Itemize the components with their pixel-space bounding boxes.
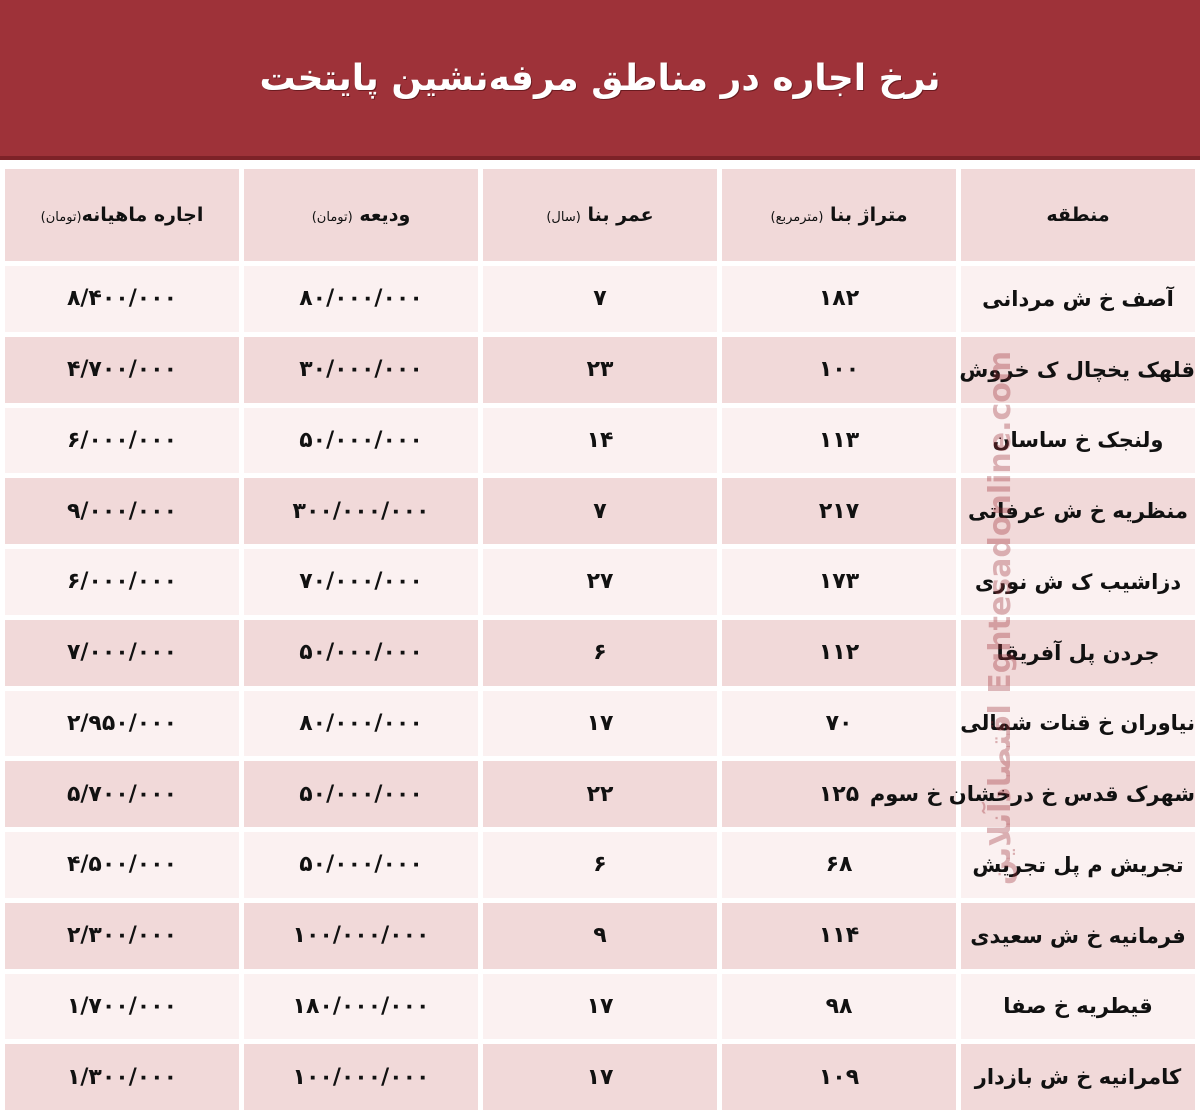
cell-deposit: ۱۰۰/۰۰۰/۰۰۰ [244, 1044, 478, 1110]
cell-area: جردن پل آفریقا [961, 620, 1195, 686]
cell-rent: ۲/۳۰۰/۰۰۰ [5, 903, 239, 969]
cell-deposit: ۷۰/۰۰۰/۰۰۰ [244, 549, 478, 615]
cell-deposit: ۱۰۰/۰۰۰/۰۰۰ [244, 903, 478, 969]
cell-size: ۶۸ [722, 832, 956, 898]
column-header-area [961, 169, 1195, 261]
cell-age: ۷ [483, 478, 717, 544]
cell-area: منظریه خ ش عرفاتی [961, 478, 1195, 544]
table-row [5, 408, 1195, 474]
cell-rent: ۹/۰۰۰/۰۰۰ [5, 478, 239, 544]
table-row [5, 620, 1195, 686]
cell-deposit: ۸۰/۰۰۰/۰۰۰ [244, 266, 478, 332]
cell-deposit: ۵۰/۰۰۰/۰۰۰ [244, 832, 478, 898]
cell-area: ولنجک خ ساسان [961, 408, 1195, 474]
column-header-label: عمر بنا [587, 204, 654, 226]
table-row [5, 903, 1195, 969]
cell-area: آصف خ ش مردانی [961, 266, 1195, 332]
cell-size: ۱۰۰ [722, 337, 956, 403]
column-header-unit: (تومان) [40, 210, 82, 225]
cell-area: شهرک قدس خ درخشان خ سوم [961, 761, 1195, 827]
column-header-label: ودیعه [359, 204, 411, 226]
cell-size: ۷۰ [722, 691, 956, 757]
cell-rent: ۲/۹۵۰/۰۰۰ [5, 691, 239, 757]
cell-age: ۲۳ [483, 337, 717, 403]
cell-deposit: ۳۰/۰۰۰/۰۰۰ [244, 337, 478, 403]
cell-age: ۱۴ [483, 408, 717, 474]
table-row [5, 1044, 1195, 1110]
cell-size: ۱۱۴ [722, 903, 956, 969]
rent-table [0, 164, 1200, 1115]
column-header-deposit [244, 169, 478, 261]
table-row [5, 691, 1195, 757]
table-row [5, 761, 1195, 827]
column-header-unit: (تومان) [311, 210, 353, 225]
column-header-age [483, 169, 717, 261]
cell-rent: ۶/۰۰۰/۰۰۰ [5, 408, 239, 474]
cell-rent: ۷/۰۰۰/۰۰۰ [5, 620, 239, 686]
cell-age: ۷ [483, 266, 717, 332]
cell-area: قیطریه خ صفا [961, 974, 1195, 1040]
cell-age: ۱۷ [483, 974, 717, 1040]
cell-size: ۹۸ [722, 974, 956, 1040]
cell-rent: ۴/۷۰۰/۰۰۰ [5, 337, 239, 403]
cell-area: کامرانیه خ ش بازدار [961, 1044, 1195, 1110]
column-header-unit: (سال) [546, 210, 581, 225]
cell-rent: ۴/۵۰۰/۰۰۰ [5, 832, 239, 898]
cell-age: ۲۷ [483, 549, 717, 615]
cell-rent: ۱/۳۰۰/۰۰۰ [5, 1044, 239, 1110]
cell-area: نیاوران خ قنات شمالی [961, 691, 1195, 757]
cell-deposit: ۵۰/۰۰۰/۰۰۰ [244, 408, 478, 474]
cell-rent: ۵/۷۰۰/۰۰۰ [5, 761, 239, 827]
cell-age: ۶ [483, 832, 717, 898]
cell-area: فرمانیه خ ش سعیدی [961, 903, 1195, 969]
cell-size: ۲۱۷ [722, 478, 956, 544]
table-row [5, 266, 1195, 332]
table-row [5, 478, 1195, 544]
cell-size: ۱۲۵ [722, 761, 956, 827]
cell-size: ۱۸۲ [722, 266, 956, 332]
cell-size: ۱۰۹ [722, 1044, 956, 1110]
cell-age: ۲۲ [483, 761, 717, 827]
column-header-label: منطقه [1046, 204, 1110, 226]
table-row [5, 832, 1195, 898]
cell-size: ۱۱۲ [722, 620, 956, 686]
cell-rent: ۶/۰۰۰/۰۰۰ [5, 549, 239, 615]
table-header-row [5, 169, 1195, 261]
column-header-rent [5, 169, 239, 261]
watermark-text: اقتصادآنلاین Eghtesadonline.com [983, 350, 1018, 886]
cell-size: ۱۱۳ [722, 408, 956, 474]
cell-size: ۱۷۳ [722, 549, 956, 615]
cell-age: ۱۷ [483, 691, 717, 757]
column-header-label: اجاره ماهیانه [81, 204, 204, 226]
cell-rent: ۸/۴۰۰/۰۰۰ [5, 266, 239, 332]
column-header-size [722, 169, 956, 261]
cell-age: ۶ [483, 620, 717, 686]
page-title: نرخ اجاره در مناطق مرفه‌نشین پایتخت [259, 57, 941, 99]
cell-age: ۱۷ [483, 1044, 717, 1110]
table-row [5, 549, 1195, 615]
cell-deposit: ۵۰/۰۰۰/۰۰۰ [244, 761, 478, 827]
table-body [5, 266, 1195, 1110]
cell-deposit: ۵۰/۰۰۰/۰۰۰ [244, 620, 478, 686]
cell-age: ۹ [483, 903, 717, 969]
column-header-unit: (مترمربع) [770, 210, 824, 225]
cell-area: قلهک یخچال ک خروش [961, 337, 1195, 403]
cell-area: تجریش م پل تجریش [961, 832, 1195, 898]
column-header-label: متراژ بنا [830, 204, 908, 226]
table-row [5, 337, 1195, 403]
cell-deposit: ۱۸۰/۰۰۰/۰۰۰ [244, 974, 478, 1040]
cell-deposit: ۸۰/۰۰۰/۰۰۰ [244, 691, 478, 757]
cell-area: دزاشیب ک ش نوری [961, 549, 1195, 615]
table-row [5, 974, 1195, 1040]
cell-rent: ۱/۷۰۰/۰۰۰ [5, 974, 239, 1040]
title-banner [0, 0, 1200, 160]
cell-deposit: ۳۰۰/۰۰۰/۰۰۰ [244, 478, 478, 544]
